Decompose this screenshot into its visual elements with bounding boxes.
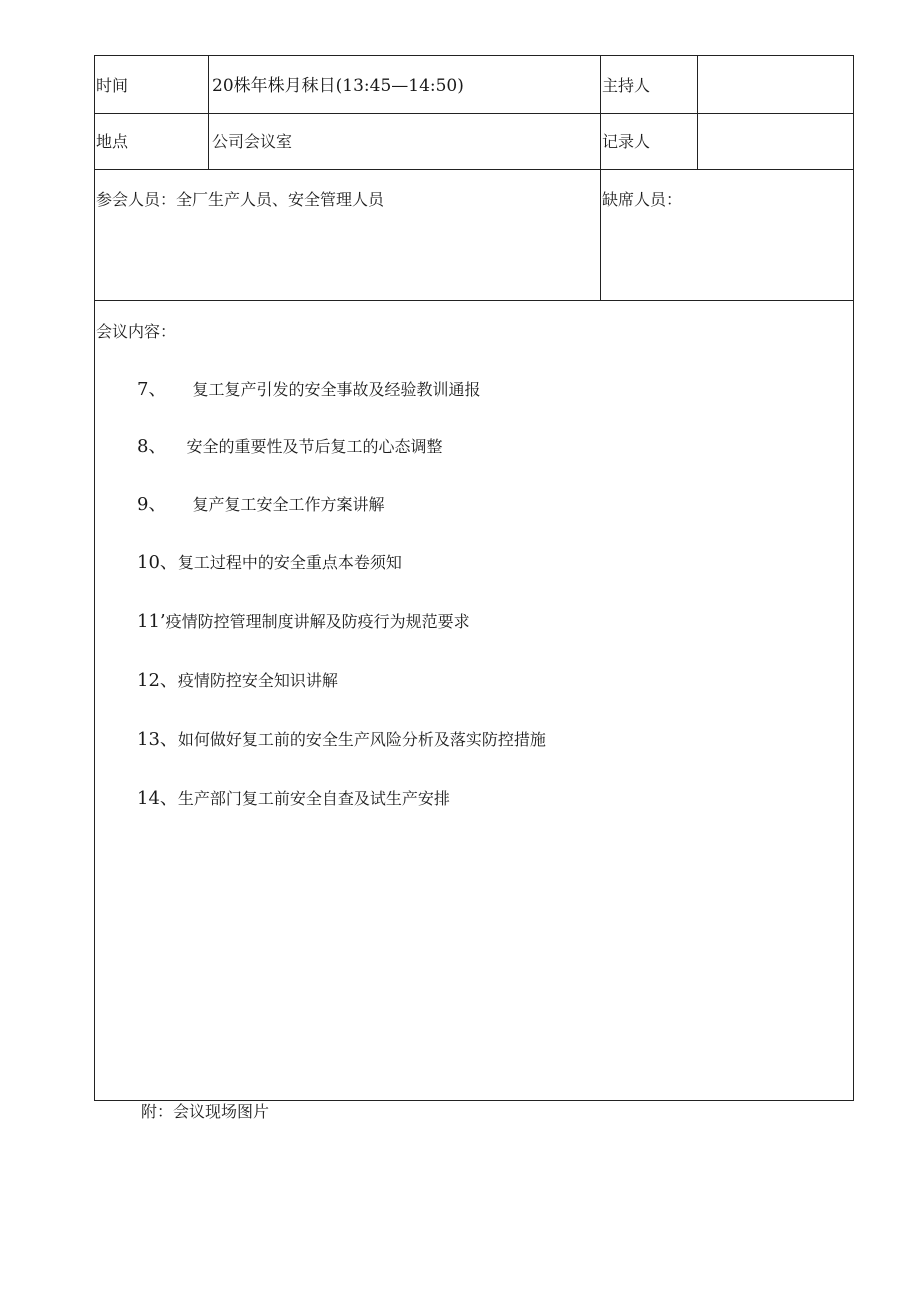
agenda-item — [137, 671, 338, 691]
agenda-item-number: 7、 — [137, 379, 167, 400]
absent-text: 缺席人员： — [602, 190, 683, 209]
time-value: 20株年株月秣日(13:45—14:50) — [212, 76, 464, 96]
agenda-item — [137, 553, 402, 573]
col-divider-label — [208, 56, 209, 169]
col-divider-right-value — [697, 56, 698, 169]
attendees-text: 参会人员：全厂生产人员、安全管理人员 — [96, 190, 385, 209]
agenda-item-number: 14、 — [137, 788, 178, 809]
agenda-item-text: 复工过程中的安全重点本卷须知 — [177, 553, 402, 572]
agenda-item-number: 8、 — [137, 436, 167, 457]
recorder-label: 记录人 — [602, 132, 651, 151]
host-label: 主持人 — [602, 76, 651, 95]
meeting-record-table — [94, 55, 854, 1101]
agenda-item — [137, 437, 442, 457]
agenda-item — [137, 730, 546, 750]
agenda-item — [137, 612, 470, 632]
agenda-item — [137, 495, 384, 515]
row-divider-3 — [95, 300, 853, 301]
attachment-note: 附：会议现场图片 — [141, 1102, 270, 1121]
time-label: 时间 — [96, 76, 129, 95]
agenda-item-text: 疫情防控安全知识讲解 — [177, 671, 338, 690]
place-value: 公司会议室 — [212, 132, 293, 151]
agenda-item-text: 疫情防控管理制度讲解及防疫行为规范要求 — [165, 612, 470, 631]
col-divider-right-label — [600, 56, 601, 300]
agenda-item-text: 复产复工安全工作方案讲解 — [192, 495, 385, 514]
agenda-item-number: 10、 — [137, 552, 178, 573]
agenda-item-number: 9、 — [137, 494, 167, 515]
agenda-item-text: 复工复产引发的安全事故及经验教训通报 — [192, 380, 481, 399]
agenda-item — [137, 380, 480, 400]
row-divider-2 — [95, 169, 853, 170]
agenda-item-number: 11’ — [137, 611, 166, 632]
agenda-item-text: 如何做好复工前的安全生产风险分析及落实防控措施 — [177, 730, 546, 749]
content-label: 会议内容： — [96, 322, 177, 341]
agenda-item-number: 13、 — [137, 729, 178, 750]
agenda-item — [137, 789, 450, 809]
place-label: 地点 — [96, 132, 129, 151]
agenda-item-number: 12、 — [137, 670, 178, 691]
agenda-item-text: 安全的重要性及节后复工的心态调整 — [186, 437, 443, 456]
agenda-item-text: 生产部门复工前安全自查及试生产安排 — [177, 789, 450, 808]
